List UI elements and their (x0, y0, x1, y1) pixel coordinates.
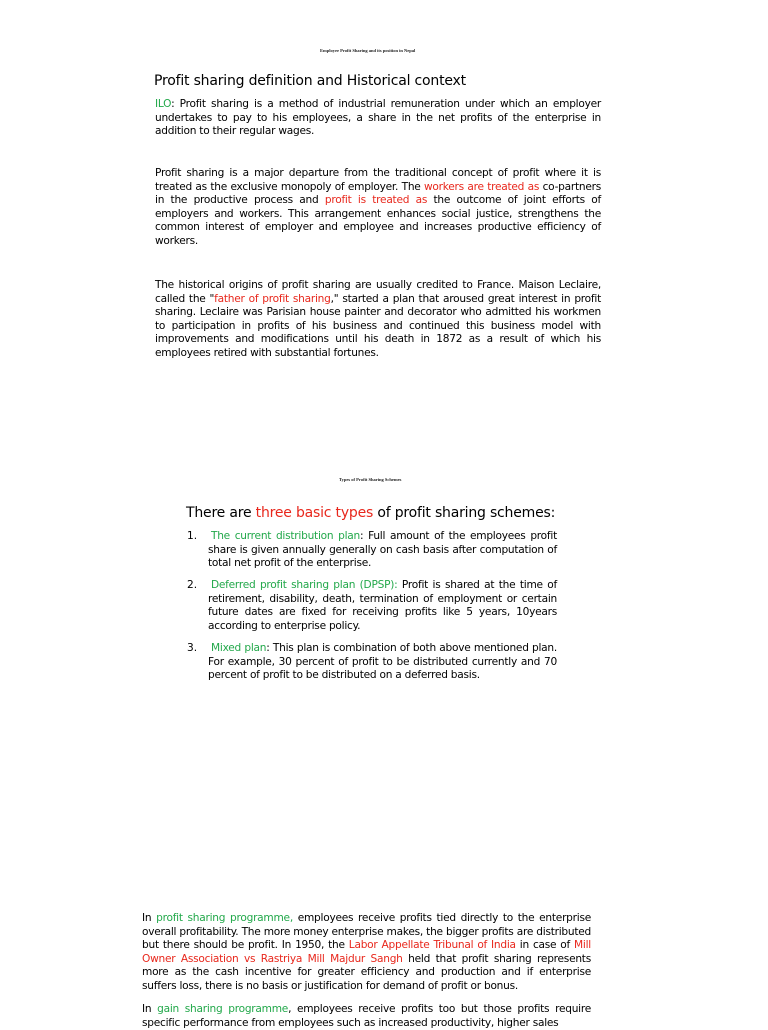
item-label: Deferred profit sharing plan (DPSP): (211, 579, 398, 591)
text-span: in case of (515, 939, 575, 951)
text-span: the outcome of joint efforts of employers and workers. This arrangement enhances social justice, strengthens the common interest of employer and employee and increases productive efficiency of workers. (155, 194, 601, 247)
page-header: Types of Profit Sharing Schemes (339, 477, 402, 482)
text-span: The historical origins of profit sharing are usually credited to France. Maison Leclaire, called the " (155, 279, 601, 305)
list-item (208, 579, 557, 633)
highlight-text: gain sharing programme (157, 1003, 289, 1015)
ilo-definition (155, 98, 601, 139)
text-span: There are (186, 505, 256, 521)
ilo-text: : Profit sharing is a method of industrial remuneration under which an employer undertakes to pay to his employees, a share in the net profits of the enterprise in addition to their regular wages. (155, 98, 601, 137)
text-span: co-partners in the productive process and (155, 180, 601, 206)
highlight-text: workers are treated as (424, 180, 540, 193)
profit-sharing-paragraph (155, 167, 601, 248)
item-text: : Full amount of the employees profit share is given annually generally on cash basis after computation of total net profit of the enterprise. (208, 530, 557, 569)
text-span: , employees receive profits too but those profits require specific performance from employees such as increased productivity, higher sales (142, 1003, 592, 1029)
highlight-text: profit sharing programme, (156, 912, 293, 924)
gain-sharing-paragraph (142, 1003, 591, 1030)
item-text: : This plan is combination of both above mentioned plan. For example, 30 percent of profit to be distributed currently and 70 percent of profit to be distributed on a deferred basis. (208, 642, 557, 681)
highlight-text: profit is treated as (324, 194, 428, 206)
highlight-text: three basic types (255, 505, 374, 521)
profit-sharing-programme-paragraph (142, 912, 591, 993)
item-label: Mixed plan (211, 642, 267, 654)
section-heading: Profit sharing definition and Historical context (154, 73, 466, 89)
list-number: 1. (187, 530, 198, 542)
highlight-text: father of profit sharing (214, 292, 331, 305)
list-number: 3. (187, 642, 198, 654)
text-span: ," started a plan that aroused great interest in profit sharing. Leclaire was Parisian house painter and decorator who admitted his workmen to participation in profits of his business and continued this business model with improvements and modifications until his death in 1872 as a result of which his employees retired with substantial fortunes. (155, 292, 601, 359)
highlight-text: Labor Appellate Tribunal of India (348, 939, 516, 951)
text-span: of profit sharing schemes: (373, 505, 556, 521)
item-label: The current distribution plan (211, 530, 360, 542)
text-span: In (142, 912, 157, 924)
ilo-label: ILO (155, 98, 172, 110)
text-span: In (142, 1003, 158, 1015)
text-span: Profit sharing is a major departure from the traditional concept of profit where it is treated as the exclusive monopoly of employer. The (155, 167, 601, 193)
highlight-text: Mill Owner Association vs Rastriya Mill Majdur Sangh (142, 939, 591, 965)
list-number: 2. (187, 579, 198, 591)
historical-origins-paragraph (155, 279, 601, 360)
types-heading (186, 505, 555, 521)
text-span: held that profit sharing represents more as the cash incentive for greater efficiency and production and if enterprise suffers loss, there is no basis or justification for demand of profit or bonus. (142, 952, 591, 992)
page-header: Employee Profit Sharing and its position in Nepal (320, 48, 416, 53)
text-span: employees receive profits tied directly to the enterprise overall profitability. The more money enterprise makes, the bigger profits are distributed but there should be profit. In 1950, the (142, 912, 591, 951)
item-text: Profit is shared at the time of retirement, disability, death, termination of employment or certain future dates are fixed for receiving profits like 5 years, 10years according to enterprise policy. (208, 579, 557, 632)
list-item (208, 530, 557, 571)
list-item (208, 642, 557, 683)
